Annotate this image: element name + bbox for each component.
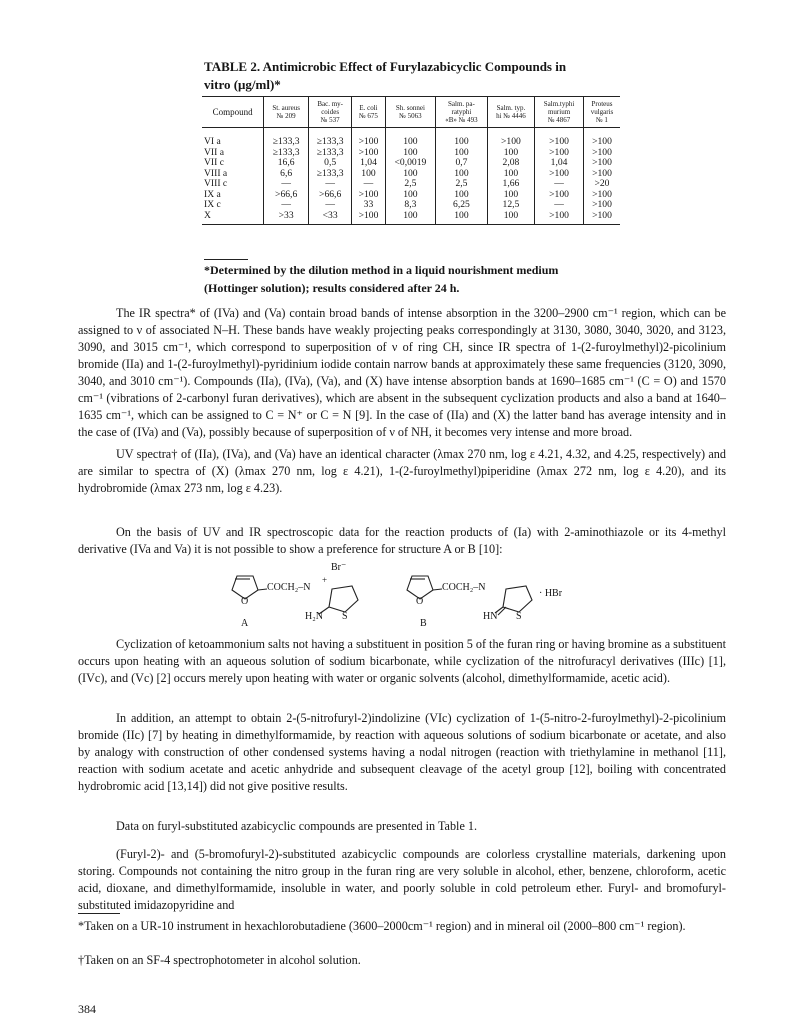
structure-b-ring-oxygen: O — [416, 596, 424, 607]
table-cell: >100 — [535, 190, 584, 201]
column-header-line: № 4867 — [547, 116, 571, 124]
table-cell: 100 — [487, 148, 534, 159]
table-cell: 100 — [385, 169, 436, 180]
table-footnote-line2: (Hottinger solution); results considered after 24 h. — [204, 281, 460, 295]
table-caption — [204, 58, 624, 94]
table-cell: — — [308, 200, 351, 211]
structure-a-ring-oxygen: O — [241, 596, 249, 607]
table-footnote-line1: *Determined by the dilution method in a liquid nourishment medium — [204, 263, 559, 277]
table-row — [202, 158, 620, 169]
structure-b-label: B — [420, 618, 427, 629]
column-header-line: № 209 — [276, 112, 296, 120]
table-cell: ≥133,3 — [308, 128, 351, 148]
table-cell: 100 — [352, 169, 385, 180]
paragraph-uv-spectra: UV spectra† of (IIa), (IVa), and (Va) have an identical character (λmax 270 nm, log ε 4.21, 4.32, and 4.25, respectively) and are similar to spectra of (X) (λmax 270 nm, log ε 4.21), 1-(2-furoylmethyl)piperidine (λmax 272 nm, log ε 4.20), and its hydrobromide (λmax 273 nm, log ε 4.23). — [78, 447, 726, 495]
footnote-rule — [78, 913, 120, 914]
table-cell: 100 — [487, 169, 534, 180]
column-header-6 — [487, 97, 534, 128]
column-header-line: murium — [547, 108, 571, 116]
compound-cell: IX a — [204, 188, 221, 200]
table-row — [202, 179, 620, 190]
table-cell: >100 — [535, 211, 584, 225]
column-header-line: Bac. my- — [317, 100, 343, 108]
column-header-line: ratyphi — [451, 108, 472, 116]
table-cell: <0,0019 — [385, 158, 436, 169]
column-header-line: E. coli — [359, 104, 378, 112]
table-cell: 100 — [385, 148, 436, 159]
column-header-1 — [264, 97, 309, 128]
column-header-line: hi № 4446 — [496, 112, 526, 120]
column-header-line: St. aureus — [272, 104, 300, 112]
table-cell: 100 — [385, 211, 436, 225]
table-cell: — — [535, 200, 584, 211]
table-cell: 100 — [436, 148, 487, 159]
table-cell: >100 — [352, 211, 385, 225]
compound-cell: IX c — [204, 199, 221, 210]
column-header-3 — [352, 97, 385, 128]
table-cell: 100 — [436, 169, 487, 180]
column-header-5 — [436, 97, 487, 128]
table-cell: 100 — [487, 211, 534, 225]
data-table — [202, 96, 620, 225]
compound-cell: VII a — [204, 146, 224, 158]
column-header-line: № 5063 — [399, 112, 422, 120]
structure-a-bromide: Br⁻ — [331, 562, 347, 573]
table-cell: >100 — [583, 128, 620, 148]
column-header-line: Sh. sonnei — [395, 104, 425, 112]
table-cell: ≥133,3 — [308, 148, 351, 159]
table-cell: >100 — [352, 190, 385, 201]
table-header-row — [202, 97, 620, 128]
table-cell: 100 — [385, 128, 436, 148]
table-row — [202, 128, 620, 148]
table-cell: >100 — [583, 200, 620, 211]
structure-b-hbr: · HBr — [539, 588, 563, 599]
structure-b-thiazoline-ring — [503, 586, 532, 612]
column-header-line: Salm. pa- — [448, 100, 475, 108]
table-cell: — — [308, 179, 351, 190]
table-cell: 1,04 — [352, 158, 385, 169]
structure-b-group: COCH₂–N — [442, 582, 486, 593]
table-cell: 33 — [352, 200, 385, 211]
chemical-structures — [225, 562, 585, 630]
structures-drawing — [225, 562, 585, 630]
table-caption-line2: vitro (μg/ml)* — [204, 77, 281, 92]
structure-a-amine: H₂N — [305, 611, 323, 622]
compound-cell: VI a — [204, 136, 221, 147]
table-cell: >100 — [535, 128, 584, 148]
structure-a-charge: + — [322, 575, 328, 585]
structure-b-imine: HN — [483, 611, 498, 622]
structure-a-thiazoline-ring — [329, 586, 358, 612]
compound-cell: VII c — [204, 157, 224, 168]
table-cell: ≥133,3 — [308, 169, 351, 180]
table-cell: 2,5 — [436, 179, 487, 190]
column-header-line: Salm.typhi — [543, 100, 575, 108]
table-cell: >100 — [352, 148, 385, 159]
column-header-4 — [385, 97, 436, 128]
compound-cell: VIII a — [204, 167, 228, 179]
structure-a-carbonyl-bond — [258, 589, 267, 590]
column-header-line: № 537 — [320, 116, 340, 124]
table-cell: ≥133,3 — [264, 148, 309, 159]
table-cell: 12,5 — [487, 200, 534, 211]
column-header-line: Proteus — [591, 100, 613, 108]
table-cell: — — [264, 179, 309, 190]
column-header-2 — [308, 97, 351, 128]
structure-b-carbonyl-bond — [433, 589, 442, 590]
table-cell: >100 — [583, 169, 620, 180]
antimicrobic-table — [202, 96, 620, 225]
table-cell: >100 — [583, 158, 620, 169]
column-header-line: Salm. typ. — [496, 104, 526, 112]
table-caption-line1: TABLE 2. Antimicrobic Effect of Furylazabicyclic Compounds in — [204, 59, 567, 74]
table-cell: >20 — [583, 179, 620, 190]
column-header-0 — [202, 97, 264, 128]
footnote-uv: †Taken on an SF-4 spectrophotometer in alcohol solution. — [78, 953, 361, 967]
column-header-8 — [583, 97, 620, 128]
column-header-line: vulgaris — [590, 108, 614, 116]
table-cell: 0,7 — [436, 158, 487, 169]
paragraph-table-reference: Data on furyl-substituted azabicyclic compounds are presented in Table 1. — [116, 819, 478, 833]
paragraph-cyclization: Cyclization of ketoammonium salts not having a substituent in position 5 of the furan ring or having bromine as a substituent occurs upon heating with an aqueous solution of sodium bicarbonate, while cyclization of the nitrofuracyl derivatives (IIIc) [1], (IVc), and (Vc) [2] occurs merely upon heating with water or organic solvents (alcohol, dimethylformamide, acetic acid). — [78, 637, 726, 685]
table-cell: 2,08 — [487, 158, 534, 169]
table-cell: >100 — [583, 211, 620, 225]
footnote-ir: *Taken on a UR-10 instrument in hexachlorobutadiene (3600–2000cm⁻¹ region) and in mineral oil (2000–800 cm⁻¹ region). — [78, 919, 686, 933]
column-header-line: № 675 — [359, 112, 378, 120]
table-cell: >100 — [583, 148, 620, 159]
table-cell: <33 — [308, 211, 351, 225]
column-header-7 — [535, 97, 584, 128]
structure-a-group: COCH₂–N — [267, 582, 311, 593]
table-cell: >66,6 — [308, 190, 351, 201]
table-cell: 100 — [436, 190, 487, 201]
column-header-line: № 1 — [596, 116, 608, 124]
paragraph-ir-spectra: The IR spectra* of (IVa) and (Va) contain broad bands of intense absorption in the 3200–2900 cm⁻¹ region, which can be assigned to ν of associated N–H. These bands have weakly projecting peaks correspondingly at 3130, 3080, 3040, 3020, and 3123, 3090, and 3015 cm⁻¹, which correspond to superposition of ν of ring CH, since IR spectra of 1-(2-furoylmethyl)2-picolinium bromide (IIa) and 1-(2-furoylmethyl)-pyridinium iodide contain narrow bands at approximately these same frequencies (3120, 3090, 3040, and 3010 cm⁻¹). Compounds (IIa), (IVa), (Va), and (X) have intense absorption bands at 1690–1685 cm⁻¹ (C = O) and 1570 cm⁻¹ (vibrations of 2-carbonyl furan derivatives), which are absent in the subsequent cyclization products and also a band at 1640–1635 cm⁻¹, which can be assigned to C = N⁺ or C = N [9]. In the case of (IIa) and (X) the latter band has average intensity and in the case of (IVa) and (Va), possibly because of superposition of ν of NH, it becomes very intense and more broad. — [78, 306, 726, 439]
structure-a-label: A — [241, 618, 249, 629]
table-cell: 6,25 — [436, 200, 487, 211]
table-cell: >66,6 — [264, 190, 309, 201]
table-cell: ≥133,3 — [264, 128, 309, 148]
table-body — [202, 128, 620, 225]
table-cell: 16,6 — [264, 158, 309, 169]
page-number: 384 — [78, 1002, 96, 1016]
table-cell: 1,66 — [487, 179, 534, 190]
column-header-line: coides — [321, 108, 340, 116]
table-cell: 100 — [487, 190, 534, 201]
table-cell: 100 — [436, 128, 487, 148]
paragraph-furyl-compounds: (Furyl-2)- and (5-bromofuryl-2)-substituted azabicyclic compounds are colorless crystalline materials, darkening upon storing. Compounds not containing the nitro group in the furan ring are very soluble in alcohol, ether, benzene, chloroform, acetic acid, dioxane, and dimethylformamide, insoluble in water, and poorly soluble in cold petroleum ether. Furyl- and bromofuryl-substituted imidazopyridine and — [78, 847, 726, 912]
compound-cell: X — [202, 211, 264, 225]
paragraph-structure-basis: On the basis of UV and IR spectroscopic data for the reaction products of (Ia) with 2-aminothiazole or its 4-methyl derivative (IVa and Va) it is not possible to show a preference for structure A or B [10]: — [78, 525, 726, 556]
table-cell: >33 — [264, 211, 309, 225]
table-footnote — [204, 259, 624, 297]
table-cell: 1,04 — [535, 158, 584, 169]
structure-a-sulfur: S — [342, 611, 348, 622]
table-cell: — — [535, 179, 584, 190]
table-cell: — — [264, 200, 309, 211]
table-cell: — — [352, 179, 385, 190]
table-cell: 100 — [436, 211, 487, 225]
column-header-line: Compound — [212, 107, 253, 117]
column-header-line: «B» № 493 — [445, 116, 478, 124]
table-cell: >100 — [535, 169, 584, 180]
table-cell: 8,3 — [385, 200, 436, 211]
table-cell: >100 — [487, 128, 534, 148]
table-footnote-rule — [204, 259, 248, 260]
table-cell: >100 — [535, 148, 584, 159]
table-row — [202, 200, 620, 211]
table-cell: 2,5 — [385, 179, 436, 190]
structure-b-sulfur: S — [516, 611, 522, 622]
table-row — [202, 211, 620, 225]
table-cell: >100 — [583, 190, 620, 201]
table-cell: 0,5 — [308, 158, 351, 169]
table-cell: >100 — [352, 128, 385, 148]
paragraph-addition: In addition, an attempt to obtain 2-(5-nitrofuryl-2)indolizine (VIc) cyclization of 1-(5-nitro-2-furoylmethyl)-2-picolinium bromide (IIc) [7] by heating in dimethylformamide, by reaction with aqueous solutions of sodium bicarbonate or acetate, and also by analogy with construction of other condensed systems having a nodal nitrogen (reaction with triethylamine in methanol [11], reaction with sodium acetate and acetic anhydride and subsequent cleavage of the acetyl group [12], boiling with concentrated hydrobromic acid [13,14]) did not give positive results. — [78, 711, 726, 793]
table-cell: 6,6 — [264, 169, 309, 180]
compound-cell: VIII c — [204, 178, 228, 189]
table-cell: 100 — [385, 190, 436, 201]
